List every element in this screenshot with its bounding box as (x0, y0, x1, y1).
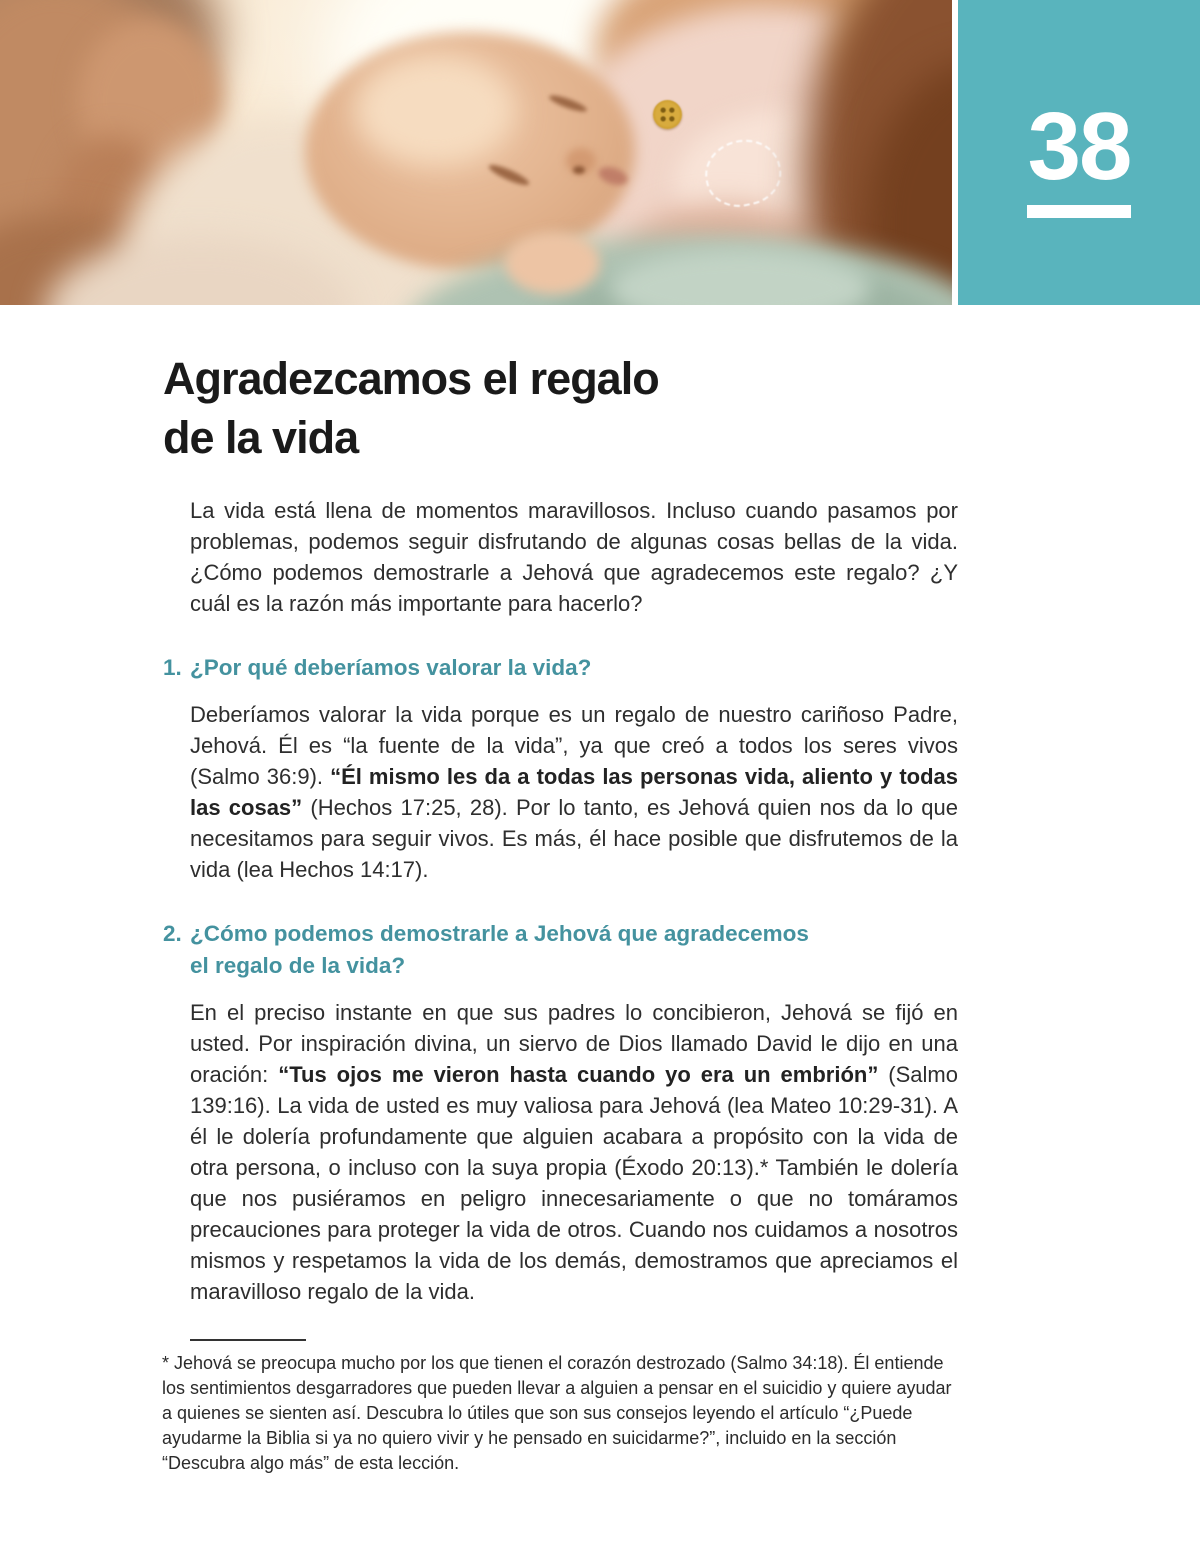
section-1 (163, 652, 958, 885)
footnote-text: * Jehová se preocupa mucho por los que tienen el corazón destrozado (Salmo 34:18). Él entiende los sentimientos desgarradores que pueden llevar a alguien a pensar en el suicidio y quiere ayudar a quienes se sienten así. Descubra lo útiles que son sus consejos leyendo el artículo “¿Puede ayudarme la Biblia si ya no quiero vivir y he pensado en suicidarme?”, incluido en la sección “Descubra algo más” de esta lección. (162, 1353, 952, 1473)
baby-hand-shape (505, 232, 600, 294)
question-2-number: 2. (163, 921, 182, 946)
baby-nostril-shape (573, 166, 585, 174)
question-1-line-1: ¿Por qué deberíamos valorar la vida? (190, 655, 592, 680)
footnote-area (162, 1339, 958, 1476)
paragraph-1: Deberíamos valorar la vida porque es un regalo de nuestro cariñoso Padre, Jehová. Él es “la fuente de la vida”, ya que creó a todos los seres vivos (Salmo 36:9). “Él mismo les da a todas las personas vida, aliento y todas las cosas” (Hechos 17:25, 28). Por lo tanto, es Jehová quien nos da lo que necesitamos para seguir vivos. Es más, él hace posible que disfrutemos de la vida (lea Hechos 14:17). (190, 702, 958, 882)
baby-photo (0, 0, 952, 305)
section-2 (163, 918, 958, 1307)
question-1-heading (163, 652, 958, 684)
lesson-title-line-2: de la vida (163, 412, 359, 463)
lesson-title (163, 349, 958, 467)
baby-head-highlight (355, 55, 515, 165)
footnote-divider (190, 1339, 306, 1341)
lesson-title-line-1: Agradezcamos el regalo (163, 353, 659, 404)
lesson-content (0, 349, 1200, 1476)
question-1-text (190, 652, 591, 684)
question-2-line-1: ¿Cómo podemos demostrarle a Jehová que agradecemos (190, 921, 809, 946)
paragraph-2: En el preciso instante en que sus padres lo concibieron, Jehová se fijó en usted. Por inspiración divina, un siervo de Dios llamado David le dijo en una oración: “Tus ojos me vieron hasta cuando yo era un embrión” (Salmo 139:16). La vida de usted es muy valiosa para Jehová (lea Mateo 10:29-31). A él le dolería profundamente que alguien acabara a propósito con la vida de otra persona, o incluso con la suya propia (Éxodo 20:13).* También le dolería que nos pusiéramos en peligro innecesariamente o que no tomáramos precauciones para proteger la vida de otros. Cuando nos cuidamos a nosotros mismos y respetamos la vida de los demás, demostramos que apreciamos el maravilloso regalo de la vida. (190, 1000, 958, 1304)
question-2-heading (163, 918, 958, 982)
lesson-number-badge (958, 0, 1200, 305)
question-2-line-2: el regalo de la vida? (190, 953, 406, 978)
question-2-text (190, 918, 809, 982)
intro-paragraph: La vida está llena de momentos maravillosos. Incluso cuando pasamos por problemas, podemos seguir disfrutando de algunas cosas bellas de la vida. ¿Cómo podemos demostrarle a Jehová que agradecemos este regalo? ¿Y cuál es la razón más importante para hacerlo? (190, 498, 958, 616)
lesson-number: 38 (1027, 93, 1131, 201)
hero-header (0, 0, 1200, 305)
lesson-number-underline (1027, 205, 1131, 218)
onesie-button (653, 100, 682, 129)
question-1-number: 1. (163, 655, 182, 680)
